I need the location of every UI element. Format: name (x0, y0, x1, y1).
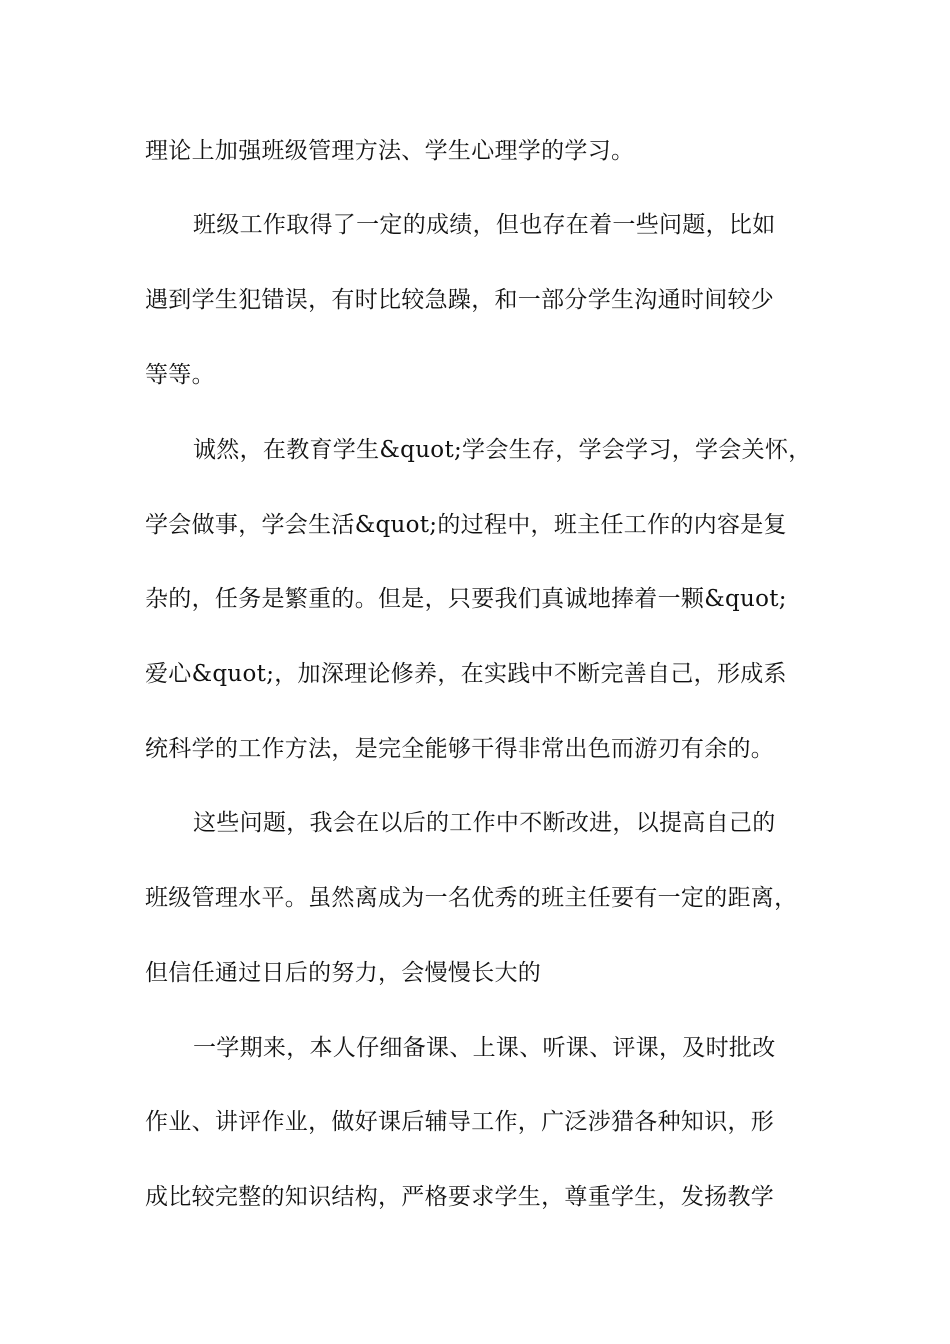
text-line: 学会做事，学会生活&quot;的过程中，班主任工作的内容是复 (145, 512, 787, 538)
text-line: 作业、讲评作业，做好课后辅导工作，广泛涉猎各种知识，形 (145, 1109, 775, 1135)
text-line: 等等。 (145, 362, 215, 388)
text-line: 理论上加强班级管理方法、学生心理学的学习。 (145, 138, 635, 164)
text-line: 统科学的工作方法，是完全能够干得非常出色而游刃有余的。 (145, 736, 775, 762)
paragraph-first-line: 这些问题，我会在以后的工作中不断改进，以提高自己的 (193, 810, 776, 836)
paragraph-first-line: 班级工作取得了一定的成绩，但也存在着一些问题，比如 (193, 212, 776, 238)
paragraph-first-line: 诚然，在教育学生&quot;学会生存，学会学习，学会关怀， (193, 437, 812, 463)
text-line: 遇到学生犯错误，有时比较急躁，和一部分学生沟通时间较少 (145, 287, 775, 313)
paragraph-first-line: 一学期来，本人仔细备课、上课、听课、评课，及时批改 (193, 1035, 776, 1061)
text-line: 爱心&quot;，加深理论修养，在实践中不断完善自己，形成系 (145, 661, 787, 687)
text-line: 班级管理水平。虽然离成为一名优秀的班主任要有一定的距离， (145, 885, 798, 911)
text-line: 成比较完整的知识结构，严格要求学生，尊重学生，发扬教学 (145, 1184, 775, 1210)
text-line: 但信任通过日后的努力，会慢慢长大的 (145, 960, 542, 986)
text-line: 杂的，任务是繁重的。但是，只要我们真诚地捧着一颗&quot; (145, 586, 787, 612)
